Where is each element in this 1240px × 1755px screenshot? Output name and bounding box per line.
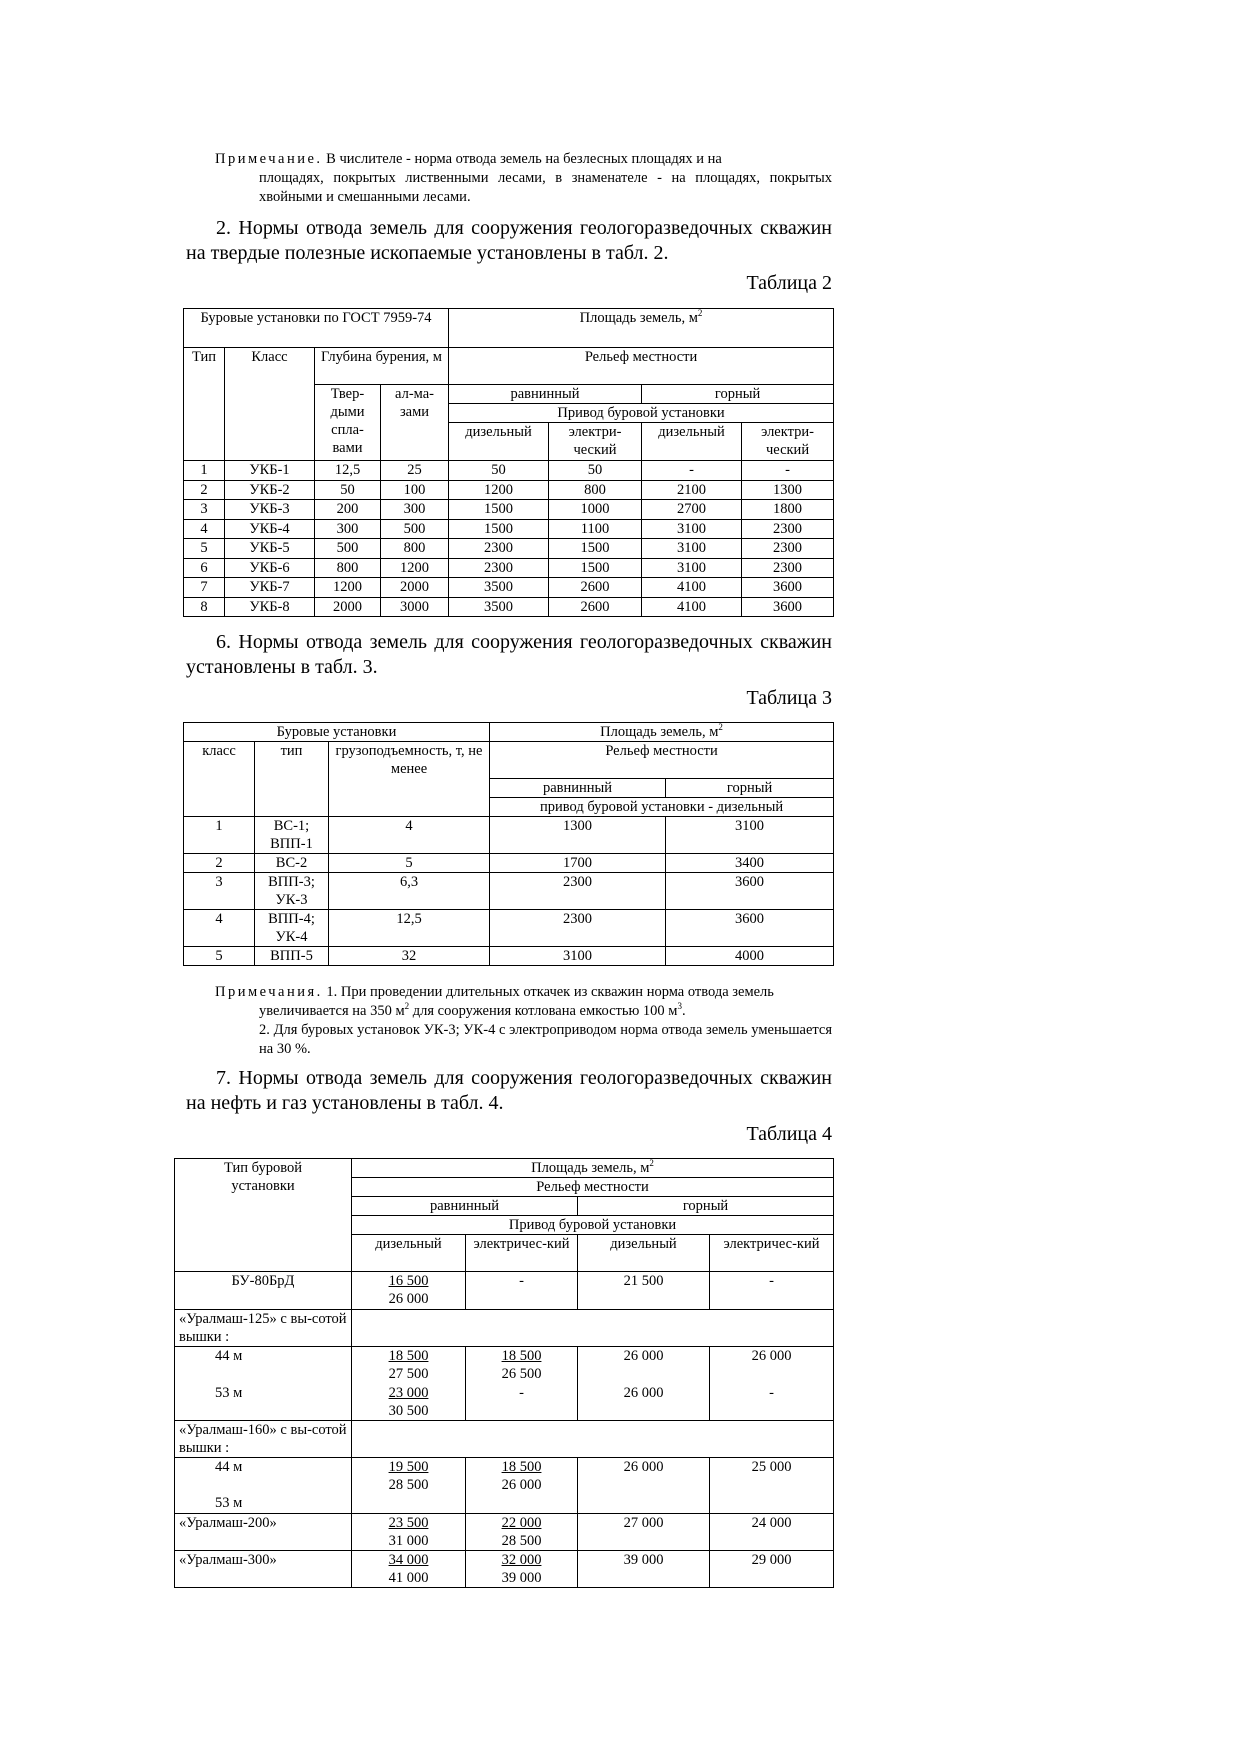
table-row: 4 УКБ-4 300 500 1500 1100 3100 2300	[184, 519, 834, 539]
paragraph-7: 7. Нормы отвода земель для сооружения геологоразведочных скважин на нефть и газ установлены в табл. 4.	[186, 1067, 832, 1114]
t3-header-flat: равнинный	[490, 779, 666, 798]
t3-header-mountain: горный	[666, 779, 834, 798]
table-row: 53 м 23 000 30 500 - 26 000 -	[175, 1384, 834, 1421]
t2-header-type: Тип	[184, 348, 225, 461]
t2-header-electric-flat: электри-ческий	[549, 423, 642, 461]
table-row: 1 ВС-1; ВПП-1 4 1300 3100	[184, 817, 834, 854]
note-1-line1: В числителе - норма отвода земель на безлесных площадях и на	[326, 151, 722, 167]
t2-header-rigs: Буровые установки по ГОСТ 7959-74	[184, 309, 449, 348]
table-row: 5 УКБ-5 500 800 2300 1500 3100 2300	[184, 539, 834, 559]
table-row: 7 УКБ-7 1200 2000 3500 2600 4100 3600	[184, 578, 834, 598]
table-row: 44 м 18 500 27 500 18 500 26 500 26 000 26 000	[175, 1347, 834, 1384]
t3-header-class: класс	[184, 742, 255, 817]
table-row: 44 м 53 м 19 500 28 500 18 500 26 000 26 000 25 000	[175, 1458, 834, 1514]
t4-header-diesel-mountain: дизельный	[578, 1235, 710, 1272]
table-row: «Уралмаш-160» с вы-сотой вышки :	[175, 1421, 834, 1458]
table-2	[183, 308, 834, 617]
t2-header-diesel-flat: дизельный	[449, 423, 549, 461]
t4-header-area: Площадь земель, $м^2$	[352, 1159, 834, 1178]
t4-header-drive: Привод буровой установки	[352, 1216, 834, 1235]
table-2-caption: Таблица 2	[746, 272, 832, 294]
t4-header-relief: Рельеф местности	[352, 1178, 834, 1197]
note-2-line2: увеличивается на 350 $м^2$ для сооружения котлована емкостью 100 $м^3$.	[259, 1001, 686, 1019]
t4-header-electric-mountain: электричес-кий	[710, 1235, 834, 1272]
t3-header-area: Площадь земель, $м^2$	[490, 723, 834, 742]
t4-header-electric-flat: электричес-кий	[466, 1235, 578, 1272]
note-1-rest: площадях, покрытых лиственными лесами, в знаменателе - на площадях, покрытых хвойными и смешанными лесами.	[259, 170, 832, 205]
t2-header-electric-mountain: электри-ческий	[742, 423, 834, 461]
table-row: 6 УКБ-6 800 1200 2300 1500 3100 2300	[184, 558, 834, 578]
table-3-caption: Таблица 3	[746, 687, 832, 709]
t3-header-type: тип	[255, 742, 329, 817]
paragraph-2: 2. Нормы отвода земель для сооружения геологоразведочных скважин на твердые полезные ископаемые установлены в табл. 2.	[186, 217, 832, 264]
t3-header-rigs: Буровые установки	[184, 723, 490, 742]
t2-header-drive: Привод буровой установки	[449, 404, 834, 423]
t4-header-type: Тип буровой установки	[175, 1159, 352, 1272]
note-2-heading: Примечания.	[215, 984, 323, 1000]
t2-header-relief: Рельеф местности	[449, 348, 834, 385]
table-row: 3 ВПП-3; УК-3 6,3 2300 3600	[184, 873, 834, 910]
note-1-heading: Примечание.	[215, 151, 323, 167]
table-3	[183, 722, 834, 966]
table-row: БУ-80БрД 16 500 26 000 - 21 500 -	[175, 1272, 834, 1310]
note-2	[215, 983, 832, 1059]
t2-header-diamond: ал-ма-зами	[381, 385, 449, 461]
table-row: 8 УКБ-8 2000 3000 3500 2600 4100 3600	[184, 597, 834, 617]
t2-header-diesel-mountain: дизельный	[642, 423, 742, 461]
table-row: 2 ВС-2 5 1700 3400	[184, 854, 834, 873]
table-row: 5 ВПП-5 32 3100 4000	[184, 947, 834, 966]
table-row: 4 ВПП-4; УК-4 12,5 2300 3600	[184, 910, 834, 947]
t4-header-diesel-flat: дизельный	[352, 1235, 466, 1272]
note-2-line3: 2. Для буровых установок УК-3; УК-4 с электроприводом норма отвода земель уменьшается на 30 %.	[259, 1022, 832, 1057]
t3-header-drive: привод буровой установки - дизельный	[490, 798, 834, 817]
table-4	[174, 1158, 834, 1588]
t4-header-mountain: горный	[578, 1197, 834, 1216]
note-2-line1: 1. При проведении длительных откачек из скважин норма отвода земель	[326, 984, 774, 1000]
table-4-caption: Таблица 4	[746, 1123, 832, 1145]
table-row: «Уралмаш-125» с вы-сотой вышки :	[175, 1310, 834, 1347]
table-row: 2 УКБ-2 50 100 1200 800 2100 1300	[184, 480, 834, 500]
table-row: 3 УКБ-3 200 300 1500 1000 2700 1800	[184, 500, 834, 520]
t2-header-depth: Глубина бурения, м	[315, 348, 449, 385]
t2-header-solid: Твер-дыми спла-вами	[315, 385, 381, 461]
t3-header-relief: Рельеф местности	[490, 742, 834, 779]
t3-header-load: грузоподъемность, т, не менее	[329, 742, 490, 817]
t2-header-class: Класс	[225, 348, 315, 461]
t2-header-mountain: горный	[642, 385, 834, 404]
t4-header-flat: равнинный	[352, 1197, 578, 1216]
table-row: «Уралмаш-300» 34 000 41 000 32 000 39 000 39 000 29 000	[175, 1551, 834, 1588]
t2-header-area: Площадь земель, $м^2$	[449, 309, 834, 348]
table-row: «Уралмаш-200» 23 500 31 000 22 000 28 500 27 000 24 000	[175, 1514, 834, 1551]
table-row: 1 УКБ-1 12,5 25 50 50 - -	[184, 461, 834, 481]
t2-header-flat: равнинный	[449, 385, 642, 404]
paragraph-6: 6. Нормы отвода земель для сооружения геологоразведочных скважин установлены в табл. 3.	[186, 631, 832, 678]
note-1	[215, 150, 832, 207]
